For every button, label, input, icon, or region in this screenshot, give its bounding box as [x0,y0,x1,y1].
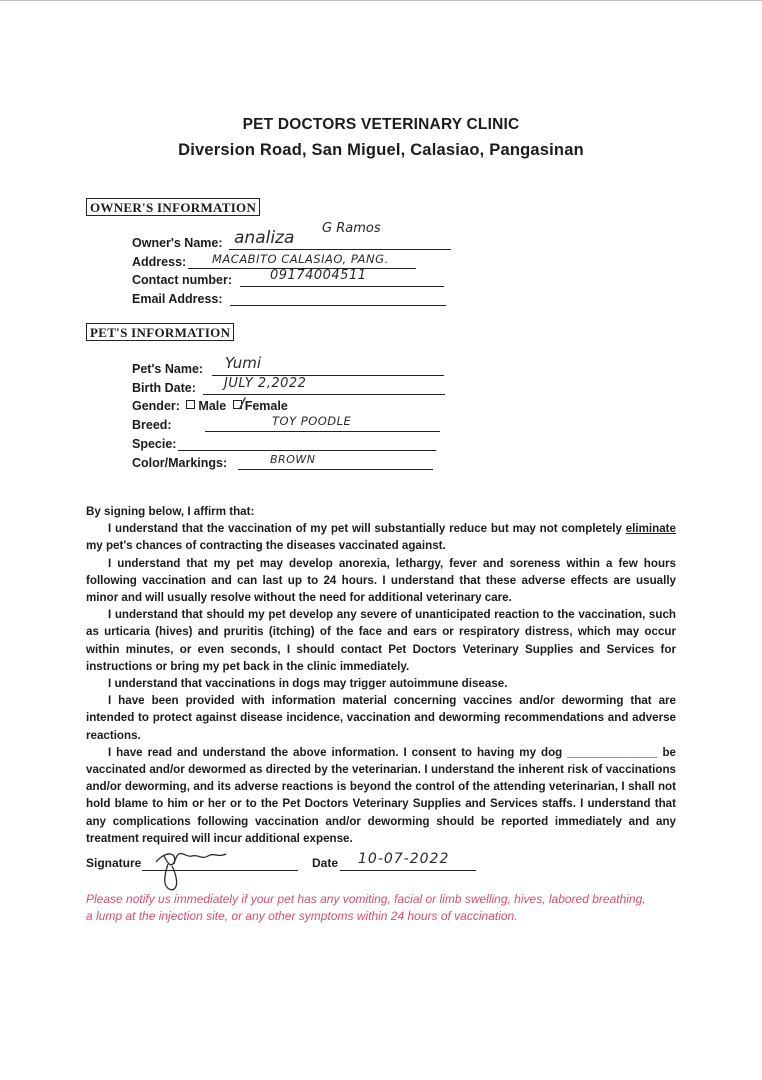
date-value: 10-07-2022 [358,851,450,867]
color-markings-line [238,456,433,470]
consent-text [86,503,676,847]
male-label: Male [198,399,227,413]
signature-row [86,851,450,870]
color-markings-field[interactable] [132,453,316,471]
post-vaccination-notice: Please notify us immediately if your pet has any vomiting, facial or limb swelling, hives, labored breathing, a lump at the injection site, or any other symptoms within 24 hours of vaccination. [86,892,646,923]
clinic-name: PET DOCTORS VETERINARY CLINIC [242,116,520,133]
pet-name-value: Yumi [225,354,262,372]
consent-paragraph-1: I understand that the vaccination of my pet will substantially reduce but may not completely eliminate my pet's chances of contracting the diseases vaccinated against. [86,522,676,553]
birth-date-field[interactable] [132,376,307,396]
contact-value: 09174004511 [270,268,367,283]
owner-email-field[interactable] [132,291,223,307]
consent-paragraph-4: I understand that vaccinations in dogs may trigger autoimmune disease. [108,677,508,691]
specie-field[interactable] [132,436,176,452]
specie-label: Specie: [132,437,177,451]
owner-name-field[interactable] [132,221,381,251]
birth-date-label: Birth Date: [132,381,196,395]
pet-name-label: Pet's Name: [132,362,204,376]
signature-scribble [146,844,236,896]
owner-name-label: Owner's Name: [132,236,223,250]
owner-address-label: Address: [132,255,187,269]
consent-paragraph-5: I have been provided with information material concerning vaccines and/or deworming that are intended to protect against disease incidence, vaccination and deworming recommendations and adverse reactions. [86,694,676,742]
breed-label: Breed: [132,418,172,432]
birth-date-value: JULY 2,2022 [224,376,307,391]
breed-field[interactable] [132,414,352,433]
consent-intro: By signing below, I affirm that: [86,505,255,518]
consent-paragraph-6: I have read and understand the above information. I consent to having my dog ______________ be vaccinated and/or dewormed as directed by the veterinarian. I understand the inherent risk of vaccinations and/or deworming, and its adverse reactions is beyond the control of the attending veterinarian, I shall not hold blame to him or her or to the Pet Doctors Veterinary Supplies and Services staffs. I understand that any complications following vaccination and/or deworming should be reported immediately and any treatment required will incur additional expense. [86,745,676,845]
clinic-address: Diversion Road, San Miguel, Calasiao, Pangasinan [178,141,584,159]
consent-paragraph-2: I understand that my pet may develop anorexia, lethargy, fever and soreness within a few hours following vaccination and can last up to 24 hours. I understand that these adverse effects are usually minor and will usually resolve without the need for additional veterinary care. [86,556,676,605]
specie-line [178,437,436,451]
gender-field[interactable] [132,396,288,413]
scan-edge [0,0,762,4]
color-markings-label: Color/Markings: [132,456,228,470]
owner-contact-field[interactable] [132,268,367,288]
date-label: Date [312,856,339,870]
email-label: Email Address: [132,292,223,306]
owner-address-value: MACABITO CALASIAO, PANG. [212,252,389,266]
date-line [340,870,476,871]
color-markings-value: BROWN [270,453,316,466]
clinic-header [0,116,762,160]
gender-label: Gender: [132,399,180,413]
pet-section-title: PET'S INFORMATION [86,323,234,341]
breed-value: TOY POODLE [272,414,352,428]
pet-name-field[interactable] [132,354,262,377]
owner-name-last-value: G Ramos [322,221,381,236]
female-label: Female [244,399,288,413]
signature-label: Signature [86,856,142,870]
owner-name-first-value: analiza [234,228,295,248]
owner-section-title: OWNER'S INFORMATION [86,198,260,216]
contact-label: Contact number: [132,273,232,287]
owner-address-field[interactable] [132,252,389,270]
male-checkbox[interactable] [186,400,195,409]
female-check-mark: / [240,396,246,412]
consent-paragraph-3: I understand that should my pet develop any severe of unanticipated reaction to the vaccination, such as urticaria (hives) and pruritis (itching) of the face and ears or respiratory distress, which may occur within minutes, or even seconds, I should contact Pet Doctors Veterinary Supplies and Services for instructions or bring my pet back in the clinic immediately. [86,608,676,673]
email-line [230,292,446,306]
